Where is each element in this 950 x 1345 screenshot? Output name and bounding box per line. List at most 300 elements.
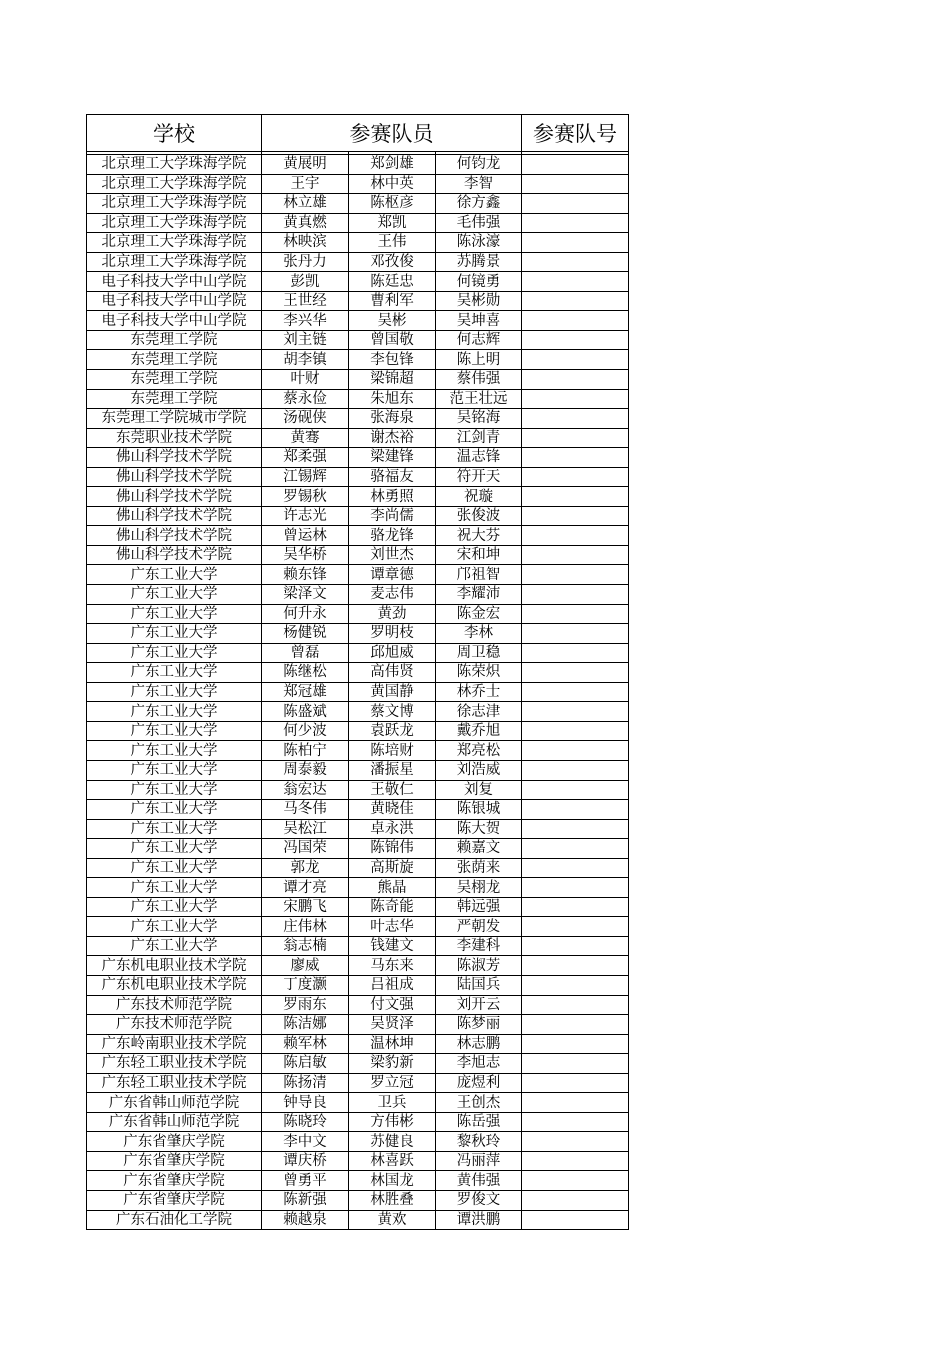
member-1-cell: 陈启敏 (262, 1054, 349, 1074)
table-row (87, 819, 629, 839)
member-1-cell: 庄伟林 (262, 917, 349, 937)
member-2-cell: 骆龙锋 (349, 526, 436, 546)
member-2-cell: 陈锦伟 (349, 839, 436, 859)
member-1-cell: 陈晓玲 (262, 1112, 349, 1132)
team-number-cell (522, 878, 629, 898)
member-1-cell: 江锡辉 (262, 467, 349, 487)
member-3-cell: 毛伟强 (436, 213, 522, 233)
member-3-cell: 李林 (436, 624, 522, 644)
table-row (87, 174, 629, 194)
member-3-cell: 符开天 (436, 467, 522, 487)
member-1-cell: 黄展明 (262, 155, 349, 175)
table-row (87, 428, 629, 448)
member-2-cell: 骆福友 (349, 467, 436, 487)
member-3-cell: 江剑青 (436, 428, 522, 448)
member-2-cell: 曾国敬 (349, 330, 436, 350)
member-3-cell: 张荫来 (436, 858, 522, 878)
table-row (87, 760, 629, 780)
school-cell: 广东省肇庆学院 (87, 1151, 262, 1171)
member-2-cell: 林勇照 (349, 487, 436, 507)
school-cell: 广东工业大学 (87, 800, 262, 820)
team-number-cell (522, 213, 629, 233)
team-number-cell (522, 194, 629, 214)
table-row (87, 780, 629, 800)
member-1-cell: 陈盛斌 (262, 702, 349, 722)
member-3-cell: 林志鹏 (436, 1034, 522, 1054)
member-1-cell: 郑冠雄 (262, 682, 349, 702)
member-2-cell: 邱旭威 (349, 643, 436, 663)
member-2-cell: 苏健良 (349, 1132, 436, 1152)
member-1-cell: 杨健锐 (262, 624, 349, 644)
member-2-cell: 黄国静 (349, 682, 436, 702)
member-1-cell: 彭凯 (262, 272, 349, 292)
member-2-cell: 张海泉 (349, 409, 436, 429)
member-1-cell: 李兴华 (262, 311, 349, 331)
table-row (87, 1151, 629, 1171)
member-1-cell: 陈新强 (262, 1190, 349, 1210)
member-1-cell: 林映滨 (262, 233, 349, 253)
school-cell: 佛山科学技术学院 (87, 448, 262, 468)
school-cell: 广东工业大学 (87, 878, 262, 898)
table-row (87, 995, 629, 1015)
school-cell: 广东机电职业技术学院 (87, 975, 262, 995)
team-number-cell (522, 741, 629, 761)
member-1-cell: 谭才亮 (262, 878, 349, 898)
member-3-cell: 陈上明 (436, 350, 522, 370)
member-2-cell: 刘世杰 (349, 545, 436, 565)
team-number-cell (522, 272, 629, 292)
member-3-cell: 黄伟强 (436, 1171, 522, 1191)
header-school: 学校 (87, 115, 262, 152)
school-cell: 广东石油化工学院 (87, 1210, 262, 1230)
school-cell: 东莞理工学院 (87, 350, 262, 370)
team-number-cell (522, 917, 629, 937)
team-number-cell (522, 389, 629, 409)
member-3-cell: 陈梦丽 (436, 1015, 522, 1035)
table-row (87, 917, 629, 937)
member-1-cell: 王世经 (262, 291, 349, 311)
school-cell: 广东工业大学 (87, 721, 262, 741)
table-row (87, 233, 629, 253)
member-2-cell: 郑凯 (349, 213, 436, 233)
header-team-number: 参赛队号 (522, 115, 629, 152)
table-row (87, 585, 629, 605)
member-3-cell: 张俊波 (436, 506, 522, 526)
team-number-cell (522, 350, 629, 370)
team-number-cell (522, 545, 629, 565)
member-2-cell: 吕祖成 (349, 975, 436, 995)
table-row (87, 311, 629, 331)
school-cell: 广东工业大学 (87, 839, 262, 859)
member-3-cell: 祝璇 (436, 487, 522, 507)
team-number-cell (522, 252, 629, 272)
table-row (87, 663, 629, 683)
member-3-cell: 王创杰 (436, 1093, 522, 1113)
school-cell: 电子科技大学中山学院 (87, 311, 262, 331)
team-number-cell (522, 585, 629, 605)
school-cell: 广东工业大学 (87, 780, 262, 800)
member-3-cell: 宋和坤 (436, 545, 522, 565)
member-1-cell: 曾磊 (262, 643, 349, 663)
table-row (87, 1190, 629, 1210)
member-3-cell: 陆国兵 (436, 975, 522, 995)
school-cell: 广东工业大学 (87, 604, 262, 624)
member-2-cell: 高伟贤 (349, 663, 436, 683)
member-1-cell: 黄骞 (262, 428, 349, 448)
school-cell: 北京理工大学珠海学院 (87, 233, 262, 253)
table-row (87, 506, 629, 526)
team-number-cell (522, 291, 629, 311)
member-1-cell: 许志光 (262, 506, 349, 526)
school-cell: 佛山科学技术学院 (87, 526, 262, 546)
member-1-cell: 马冬伟 (262, 800, 349, 820)
member-2-cell: 叶志华 (349, 917, 436, 937)
member-3-cell: 邝祖智 (436, 565, 522, 585)
school-cell: 北京理工大学珠海学院 (87, 252, 262, 272)
member-3-cell: 何镜勇 (436, 272, 522, 292)
member-2-cell: 袁跃龙 (349, 721, 436, 741)
member-2-cell: 王伟 (349, 233, 436, 253)
member-3-cell: 戴乔旭 (436, 721, 522, 741)
member-2-cell: 陈奇能 (349, 897, 436, 917)
team-number-cell (522, 975, 629, 995)
table-row (87, 721, 629, 741)
table-row (87, 409, 629, 429)
header-members: 参赛队员 (262, 115, 522, 152)
member-1-cell: 黄真燃 (262, 213, 349, 233)
school-cell: 北京理工大学珠海学院 (87, 155, 262, 175)
table-row (87, 741, 629, 761)
member-2-cell: 麦志伟 (349, 585, 436, 605)
member-3-cell: 徐方鑫 (436, 194, 522, 214)
table-row (87, 252, 629, 272)
school-cell: 广东工业大学 (87, 741, 262, 761)
school-cell: 广东工业大学 (87, 682, 262, 702)
team-number-cell (522, 780, 629, 800)
member-2-cell: 黄欢 (349, 1210, 436, 1230)
member-2-cell: 谢杰裕 (349, 428, 436, 448)
member-3-cell: 陈荣炽 (436, 663, 522, 683)
member-1-cell: 郑柔强 (262, 448, 349, 468)
team-number-cell (522, 800, 629, 820)
member-1-cell: 宋鹏飞 (262, 897, 349, 917)
school-cell: 广东省肇庆学院 (87, 1190, 262, 1210)
table-row (87, 858, 629, 878)
member-2-cell: 朱旭东 (349, 389, 436, 409)
team-number-cell (522, 1054, 629, 1074)
member-1-cell: 何升永 (262, 604, 349, 624)
school-cell: 广东技术师范学院 (87, 995, 262, 1015)
table-row (87, 1034, 629, 1054)
team-number-cell (522, 682, 629, 702)
team-number-cell (522, 1073, 629, 1093)
member-1-cell: 李中文 (262, 1132, 349, 1152)
member-3-cell: 黎秋玲 (436, 1132, 522, 1152)
member-2-cell: 陈枢彦 (349, 194, 436, 214)
member-1-cell: 何少波 (262, 721, 349, 741)
team-number-cell (522, 897, 629, 917)
table-row (87, 545, 629, 565)
team-number-cell (522, 487, 629, 507)
table-row (87, 936, 629, 956)
member-3-cell: 陈大贺 (436, 819, 522, 839)
member-2-cell: 梁豹新 (349, 1054, 436, 1074)
member-3-cell: 吴坤喜 (436, 311, 522, 331)
member-3-cell: 林乔士 (436, 682, 522, 702)
member-3-cell: 吴栩龙 (436, 878, 522, 898)
member-2-cell: 梁锦超 (349, 370, 436, 390)
member-1-cell: 蔡永俭 (262, 389, 349, 409)
member-1-cell: 廖威 (262, 956, 349, 976)
member-2-cell: 林胜叠 (349, 1190, 436, 1210)
member-2-cell: 李包锋 (349, 350, 436, 370)
member-2-cell: 林国龙 (349, 1171, 436, 1191)
school-cell: 北京理工大学珠海学院 (87, 213, 262, 233)
member-3-cell: 刘浩威 (436, 760, 522, 780)
team-number-cell (522, 604, 629, 624)
school-cell: 东莞理工学院 (87, 370, 262, 390)
school-cell: 广东工业大学 (87, 702, 262, 722)
table-row (87, 604, 629, 624)
member-3-cell: 罗俊文 (436, 1190, 522, 1210)
header-row (87, 115, 629, 152)
team-number-cell (522, 1132, 629, 1152)
member-3-cell: 陈淑芳 (436, 956, 522, 976)
member-2-cell: 潘振星 (349, 760, 436, 780)
team-number-cell (522, 1015, 629, 1035)
member-1-cell: 陈继松 (262, 663, 349, 683)
member-3-cell: 谭洪鹏 (436, 1210, 522, 1230)
school-cell: 北京理工大学珠海学院 (87, 174, 262, 194)
member-1-cell: 钟导良 (262, 1093, 349, 1113)
member-1-cell: 赖东锋 (262, 565, 349, 585)
member-3-cell: 李智 (436, 174, 522, 194)
school-cell: 东莞理工学院城市学院 (87, 409, 262, 429)
member-2-cell: 邓孜俊 (349, 252, 436, 272)
member-3-cell: 吴彬勋 (436, 291, 522, 311)
table-row (87, 155, 629, 175)
member-1-cell: 曾运林 (262, 526, 349, 546)
team-number-cell (522, 526, 629, 546)
team-number-cell (522, 1112, 629, 1132)
school-cell: 广东工业大学 (87, 760, 262, 780)
school-cell: 广东工业大学 (87, 565, 262, 585)
table-row (87, 1054, 629, 1074)
table-row (87, 682, 629, 702)
school-cell: 广东省肇庆学院 (87, 1132, 262, 1152)
member-2-cell: 林中英 (349, 174, 436, 194)
member-1-cell: 陈扬清 (262, 1073, 349, 1093)
table-row (87, 565, 629, 585)
member-3-cell: 郑亮松 (436, 741, 522, 761)
table-row (87, 350, 629, 370)
member-3-cell: 陈金宏 (436, 604, 522, 624)
table-row (87, 389, 629, 409)
team-number-cell (522, 233, 629, 253)
school-cell: 广东工业大学 (87, 936, 262, 956)
member-2-cell: 温林坤 (349, 1034, 436, 1054)
team-number-cell (522, 760, 629, 780)
table-row (87, 213, 629, 233)
school-cell: 广东工业大学 (87, 663, 262, 683)
member-1-cell: 翁宏达 (262, 780, 349, 800)
member-1-cell: 冯国荣 (262, 839, 349, 859)
member-3-cell: 何志辉 (436, 330, 522, 350)
team-number-cell (522, 1210, 629, 1230)
school-cell: 佛山科学技术学院 (87, 487, 262, 507)
school-cell: 电子科技大学中山学院 (87, 291, 262, 311)
member-3-cell: 严朝发 (436, 917, 522, 937)
school-cell: 广东轻工职业技术学院 (87, 1054, 262, 1074)
member-3-cell: 温志锋 (436, 448, 522, 468)
table-row (87, 487, 629, 507)
member-2-cell: 林喜跃 (349, 1151, 436, 1171)
school-cell: 东莞职业技术学院 (87, 428, 262, 448)
member-2-cell: 卫兵 (349, 1093, 436, 1113)
member-3-cell: 吴铭海 (436, 409, 522, 429)
member-3-cell: 李旭志 (436, 1054, 522, 1074)
team-number-cell (522, 1034, 629, 1054)
table-row (87, 1073, 629, 1093)
member-3-cell: 周卫稳 (436, 643, 522, 663)
member-1-cell: 罗雨东 (262, 995, 349, 1015)
table-row (87, 330, 629, 350)
school-cell: 佛山科学技术学院 (87, 506, 262, 526)
school-cell: 广东工业大学 (87, 585, 262, 605)
member-3-cell: 李建科 (436, 936, 522, 956)
table-row (87, 272, 629, 292)
team-number-cell (522, 311, 629, 331)
team-number-cell (522, 721, 629, 741)
member-1-cell: 吴华桥 (262, 545, 349, 565)
member-2-cell: 梁建锋 (349, 448, 436, 468)
member-1-cell: 罗锡秋 (262, 487, 349, 507)
member-1-cell: 陈洁娜 (262, 1015, 349, 1035)
member-3-cell: 刘开云 (436, 995, 522, 1015)
school-cell: 电子科技大学中山学院 (87, 272, 262, 292)
member-3-cell: 刘复 (436, 780, 522, 800)
team-roster-table (86, 114, 629, 1230)
school-cell: 北京理工大学珠海学院 (87, 194, 262, 214)
team-number-cell (522, 702, 629, 722)
member-2-cell: 钱建文 (349, 936, 436, 956)
member-2-cell: 陈廷忠 (349, 272, 436, 292)
member-3-cell: 蔡伟强 (436, 370, 522, 390)
team-number-cell (522, 506, 629, 526)
table-row (87, 467, 629, 487)
school-cell: 广东省韩山师范学院 (87, 1112, 262, 1132)
member-2-cell: 罗立冠 (349, 1073, 436, 1093)
member-2-cell: 熊晶 (349, 878, 436, 898)
table-row (87, 878, 629, 898)
member-1-cell: 翁志楠 (262, 936, 349, 956)
team-number-cell (522, 330, 629, 350)
member-2-cell: 黄晓佳 (349, 800, 436, 820)
member-2-cell: 黄劲 (349, 604, 436, 624)
team-number-cell (522, 663, 629, 683)
member-1-cell: 汤砚侠 (262, 409, 349, 429)
member-1-cell: 陈柏宁 (262, 741, 349, 761)
school-cell: 广东机电职业技术学院 (87, 956, 262, 976)
member-1-cell: 郭龙 (262, 858, 349, 878)
school-cell: 广东工业大学 (87, 819, 262, 839)
table-row (87, 975, 629, 995)
team-number-cell (522, 1093, 629, 1113)
table-row (87, 1093, 629, 1113)
member-1-cell: 赖军林 (262, 1034, 349, 1054)
team-number-cell (522, 936, 629, 956)
school-cell: 广东工业大学 (87, 897, 262, 917)
team-number-cell (522, 1190, 629, 1210)
table-row (87, 800, 629, 820)
member-1-cell: 刘主链 (262, 330, 349, 350)
school-cell: 广东省韩山师范学院 (87, 1093, 262, 1113)
school-cell: 广东工业大学 (87, 858, 262, 878)
member-3-cell: 陈泳濠 (436, 233, 522, 253)
team-number-cell (522, 370, 629, 390)
member-3-cell: 苏腾景 (436, 252, 522, 272)
member-1-cell: 周泰毅 (262, 760, 349, 780)
team-number-cell (522, 643, 629, 663)
team-number-cell (522, 1151, 629, 1171)
member-2-cell: 罗明枝 (349, 624, 436, 644)
team-number-cell (522, 624, 629, 644)
table-row (87, 1171, 629, 1191)
member-2-cell: 吴贤泽 (349, 1015, 436, 1035)
school-cell: 广东工业大学 (87, 917, 262, 937)
team-number-cell (522, 448, 629, 468)
member-2-cell: 曹利军 (349, 291, 436, 311)
member-1-cell: 梁泽文 (262, 585, 349, 605)
table-row (87, 1015, 629, 1035)
table-row (87, 839, 629, 859)
member-1-cell: 张丹力 (262, 252, 349, 272)
school-cell: 佛山科学技术学院 (87, 545, 262, 565)
member-3-cell: 祝大芬 (436, 526, 522, 546)
table-row (87, 897, 629, 917)
member-2-cell: 吴彬 (349, 311, 436, 331)
team-number-cell (522, 428, 629, 448)
table-row (87, 1210, 629, 1230)
school-cell: 广东技术师范学院 (87, 1015, 262, 1035)
member-2-cell: 王敬仁 (349, 780, 436, 800)
team-number-cell (522, 565, 629, 585)
member-1-cell: 丁度灏 (262, 975, 349, 995)
team-number-cell (522, 819, 629, 839)
table-row (87, 448, 629, 468)
member-2-cell: 谭章德 (349, 565, 436, 585)
member-1-cell: 赖越泉 (262, 1210, 349, 1230)
table-row (87, 624, 629, 644)
school-cell: 东莞理工学院 (87, 330, 262, 350)
table-row (87, 291, 629, 311)
table-row (87, 956, 629, 976)
member-2-cell: 陈培财 (349, 741, 436, 761)
team-number-cell (522, 839, 629, 859)
member-3-cell: 庞煜利 (436, 1073, 522, 1093)
team-number-cell (522, 409, 629, 429)
school-cell: 佛山科学技术学院 (87, 467, 262, 487)
member-1-cell: 谭庆桥 (262, 1151, 349, 1171)
school-cell: 广东工业大学 (87, 624, 262, 644)
member-1-cell: 叶财 (262, 370, 349, 390)
member-2-cell: 高斯旋 (349, 858, 436, 878)
roster-rows (87, 155, 629, 1230)
table-row (87, 1112, 629, 1132)
member-2-cell: 马东来 (349, 956, 436, 976)
team-number-cell (522, 155, 629, 175)
member-3-cell: 冯丽萍 (436, 1151, 522, 1171)
